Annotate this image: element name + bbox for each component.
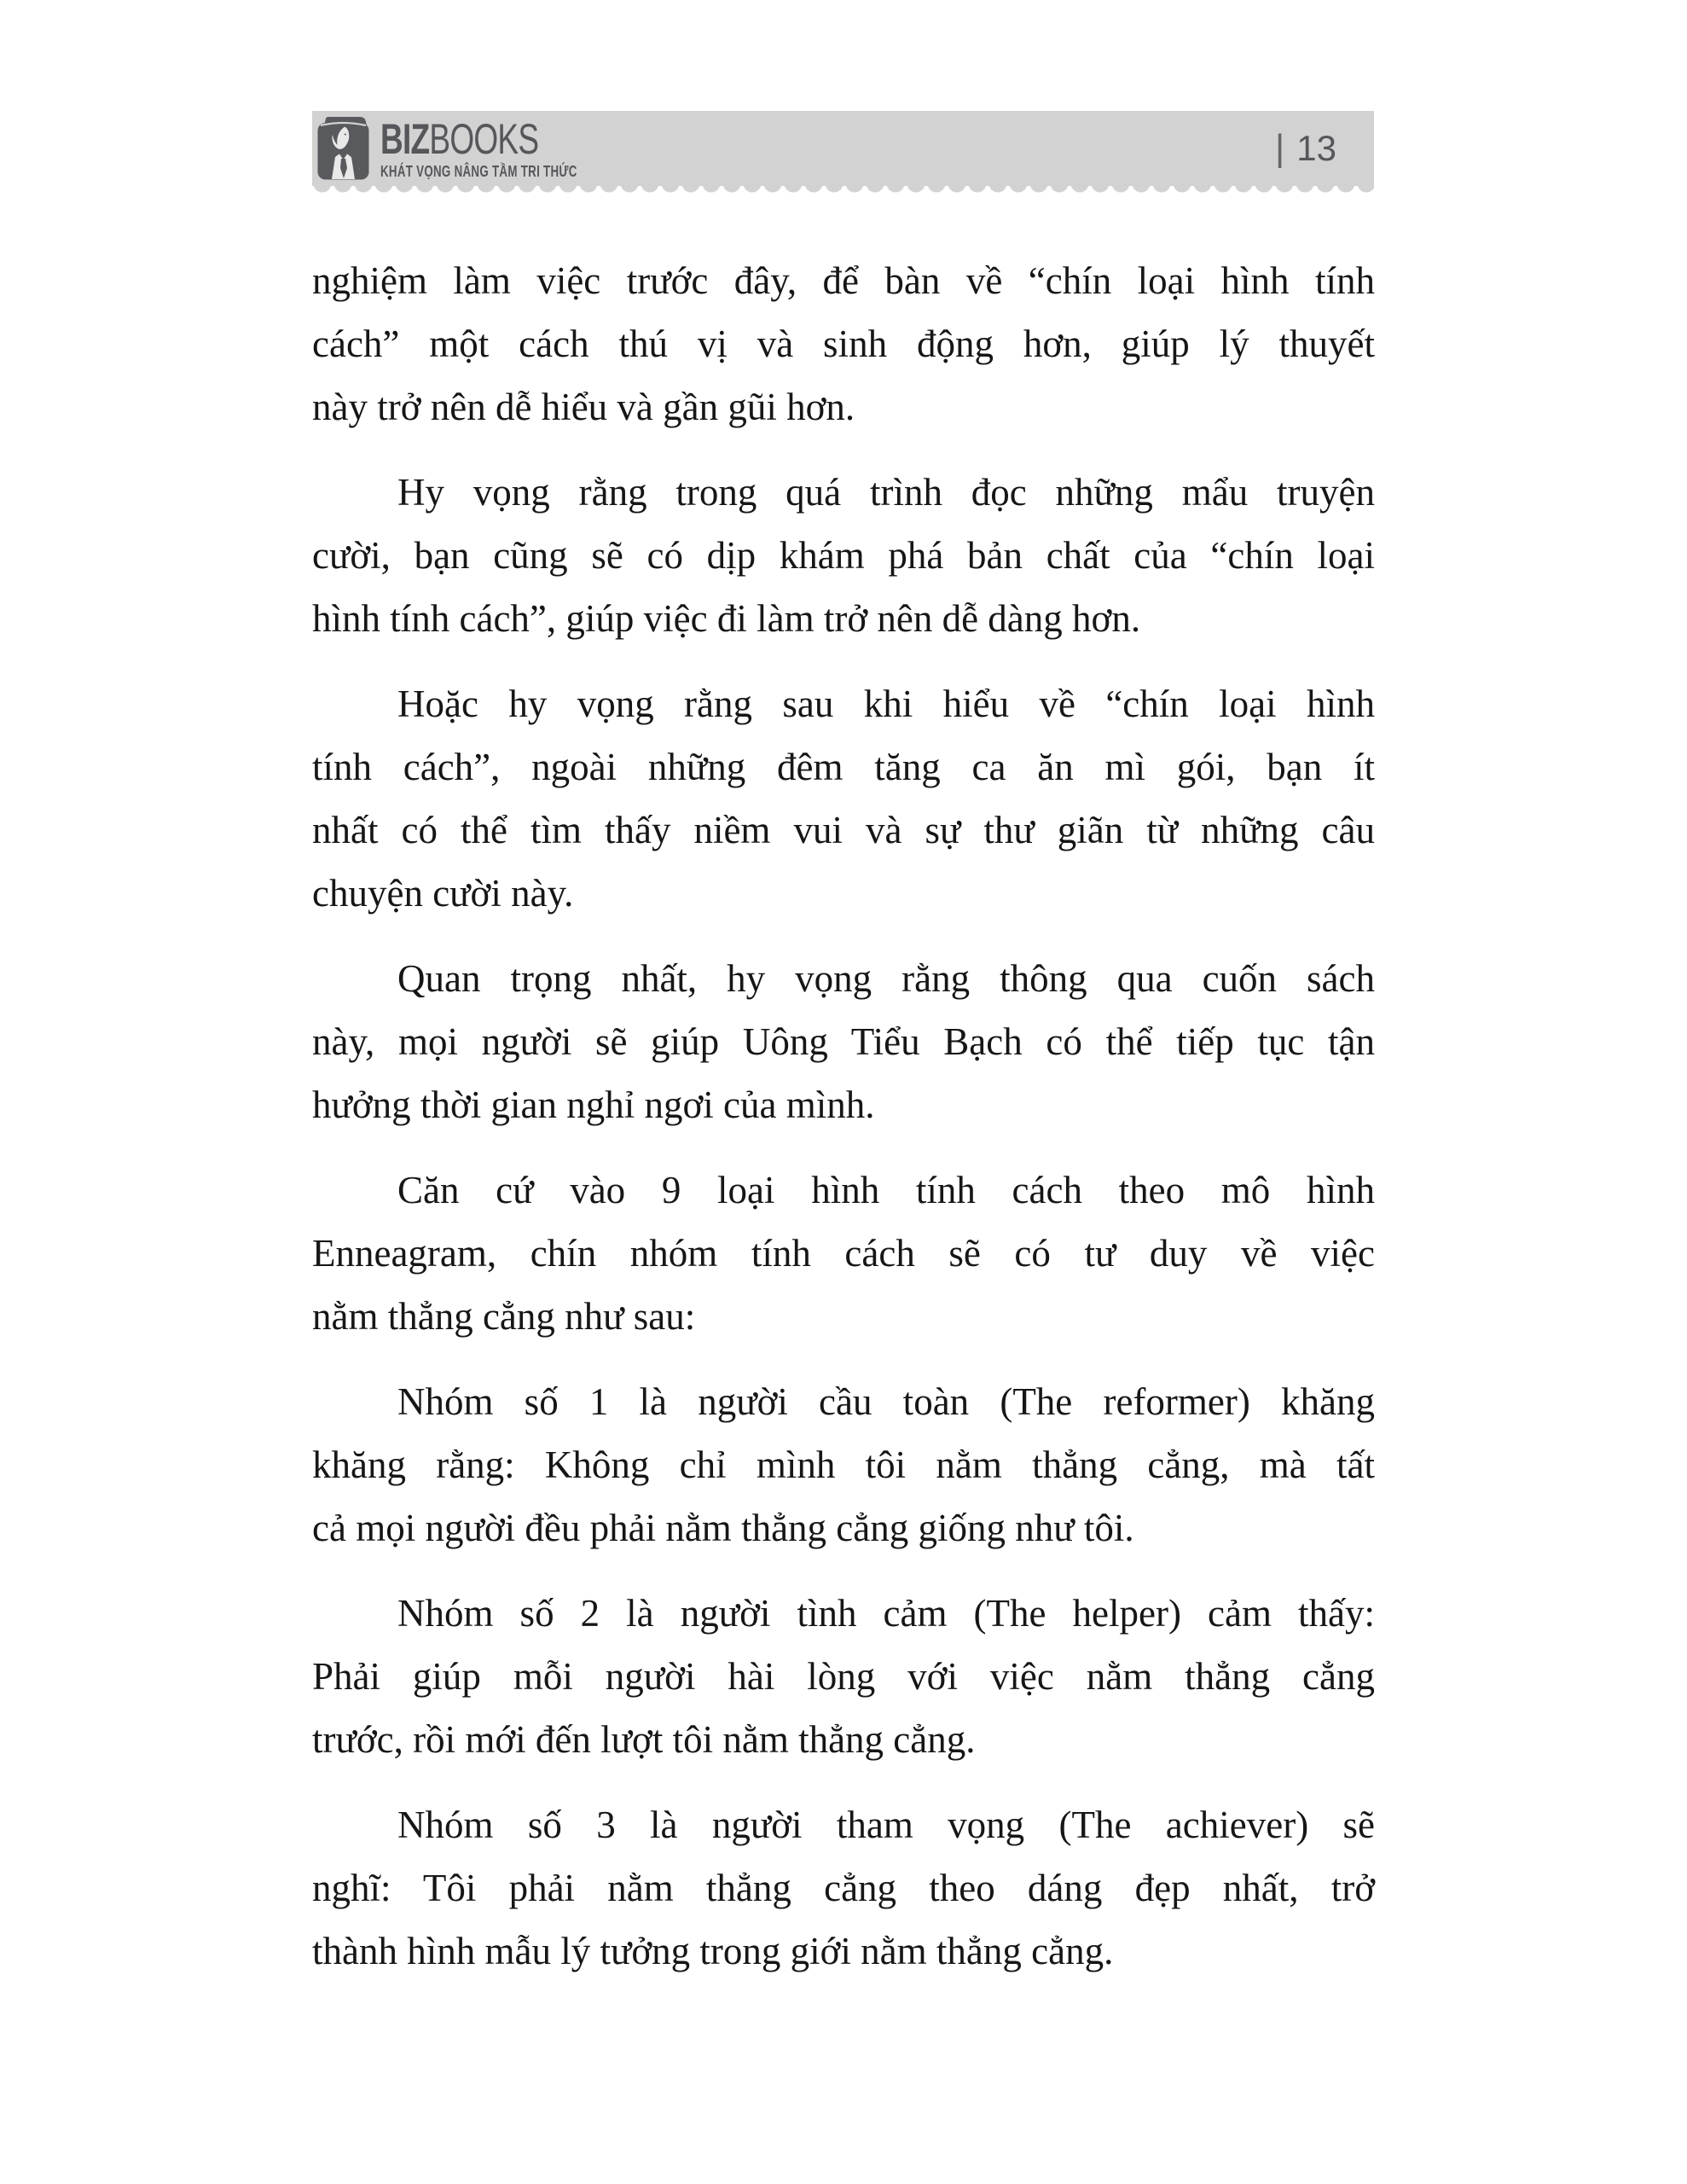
paragraph bbox=[312, 1159, 1375, 1348]
text-line: cách” một cách thú vị và sinh động hơn, giúp lý thuyết bbox=[312, 322, 1375, 365]
text-line: cười, bạn cũng sẽ có dịp khám phá bản chất của “chín loại bbox=[312, 534, 1375, 577]
paragraph bbox=[312, 1370, 1375, 1560]
text-line: Nhóm số 3 là người tham vọng (The achiever) sẽ bbox=[397, 1804, 1375, 1846]
text-line: Căn cứ vào 9 loại hình tính cách theo mô hình bbox=[397, 1169, 1375, 1211]
paragraph bbox=[312, 947, 1375, 1136]
text-line: thành hình mẫu lý tưởng trong giới nằm thẳng cẳng. bbox=[312, 1930, 1114, 1972]
text-line: nằm thẳng cẳng như sau: bbox=[312, 1295, 696, 1338]
brand-name-biz: BIZ bbox=[380, 115, 430, 163]
bizbooks-logo bbox=[312, 117, 646, 180]
bizbooks-logo-icon bbox=[317, 117, 369, 180]
paragraph bbox=[312, 672, 1375, 925]
page-header bbox=[312, 111, 1374, 194]
brand-text bbox=[380, 115, 577, 180]
text-line: Phải giúp mỗi người hài lòng với việc nằm thẳng cẳng bbox=[312, 1655, 1375, 1698]
brand-name bbox=[380, 115, 577, 163]
brand-tagline: KHÁT VỌNG NÂNG TẦM TRI THỨC bbox=[380, 163, 577, 180]
header-bar bbox=[312, 111, 1374, 186]
page-number bbox=[1275, 127, 1374, 170]
text-line: tính cách”, ngoài những đêm tăng ca ăn mì gói, bạn ít bbox=[312, 746, 1375, 788]
text-line: khăng rằng: Không chỉ mình tôi nằm thẳng cẳng, mà tất bbox=[312, 1443, 1375, 1486]
text-line: Nhóm số 1 là người cầu toàn (The reformer) khăng bbox=[397, 1380, 1375, 1423]
text-line: này trở nên dễ hiểu và gần gũi hơn. bbox=[312, 386, 855, 428]
text-line: chuyện cười này. bbox=[312, 872, 574, 915]
text-line: Hy vọng rằng trong quá trình đọc những mẩu truyện bbox=[397, 471, 1375, 514]
page-number-separator: | bbox=[1274, 127, 1285, 169]
paragraph bbox=[312, 1582, 1375, 1771]
text-line: trước, rồi mới đến lượt tôi nằm thẳng cẳng. bbox=[312, 1718, 976, 1761]
header-scalloped-edge bbox=[312, 186, 1374, 194]
paragraph bbox=[312, 1793, 1375, 1983]
text-line: Hoặc hy vọng rằng sau khi hiểu về “chín loại hình bbox=[397, 682, 1375, 725]
text-line: nghĩ: Tôi phải nằm thẳng cẳng theo dáng đẹp nhất, trở bbox=[312, 1867, 1375, 1909]
text-line: nghiệm làm việc trước đây, để bàn về “chín loại hình tính bbox=[312, 259, 1375, 302]
text-line: nhất có thể tìm thấy niềm vui và sự thư giãn từ những câu bbox=[312, 809, 1375, 851]
text-line: này, mọi người sẽ giúp Uông Tiểu Bạch có thể tiếp tục tận bbox=[312, 1020, 1375, 1063]
paragraph bbox=[312, 461, 1375, 650]
text-line: Enneagram, chín nhóm tính cách sẽ có tư duy về việc bbox=[312, 1232, 1375, 1275]
text-line: hưởng thời gian nghỉ ngơi của mình. bbox=[312, 1083, 875, 1126]
text-line: Nhóm số 2 là người tình cảm (The helper) cảm thấy: bbox=[397, 1592, 1375, 1635]
paragraph bbox=[312, 249, 1375, 439]
page-number-value: 13 bbox=[1296, 128, 1336, 168]
text-line: Quan trọng nhất, hy vọng rằng thông qua cuốn sách bbox=[397, 957, 1375, 1000]
page-content bbox=[312, 249, 1375, 1983]
text-line: cả mọi người đều phải nằm thẳng cẳng giống như tôi. bbox=[312, 1507, 1134, 1549]
text-line: hình tính cách”, giúp việc đi làm trở nên dễ dàng hơn. bbox=[312, 597, 1141, 640]
brand-name-books: BOOKS bbox=[429, 115, 539, 163]
